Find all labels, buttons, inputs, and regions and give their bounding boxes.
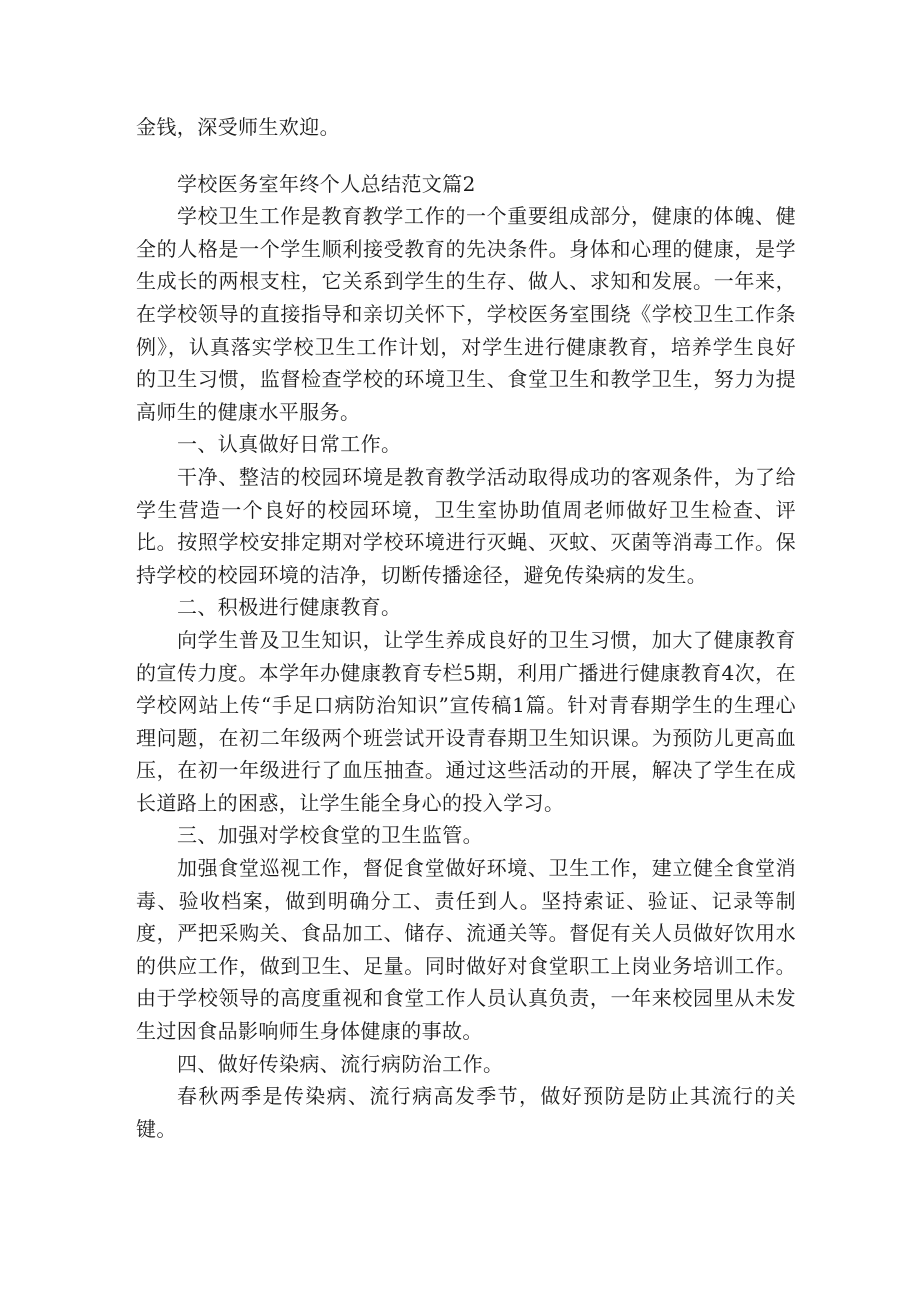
- section-heading-2: 二、积极进行健康教育。: [177, 595, 402, 620]
- article-title: 学校医务室年终个人总结范文篇2: [177, 171, 476, 196]
- paragraph-intro: 学校卫生工作是教育教学工作的一个重要组成部分，健康的体魄、健全的人格是一个学生顺利接受教育的先决条件。身体和心理的健康，是学生成长的两根支柱，它关系到学生的生存、做人、求知和发展。一年来，在学校领导的直接指导和亲切关怀下，学校医务室围绕《学校卫生工作条例》，认真落实学校卫生工作计划，对学生进行健康教育，培养学生良好的卫生习惯，监督检查学校的环境卫生、食堂卫生和教学卫生，努力为提高师生的健康水平服务。: [136, 204, 796, 424]
- section-heading-3: 三、加强对学校食堂的卫生监管。: [177, 823, 483, 848]
- paragraph-section-2: 向学生普及卫生知识，让学生养成良好的卫生习惯，加大了健康教育的宣传力度。本学年办健康教育专栏5期，利用广播进行健康教育4次，在学校网站上传“手足口病防治知识”宣传稿1篇。针对青春期学生的生理心理问题，在初二年级两个班尝试开设青春期卫生知识课。为预防儿更高血压，在初一年级进行了血压抽查。通过这些活动的开展，解决了学生在成长道路上的困惑，让学生能全身心的投入学习。: [136, 627, 796, 815]
- section-heading-1: 一、认真做好日常工作。: [177, 432, 402, 457]
- document-body: [136, 111, 796, 1145]
- section-heading-4: 四、做好传染病、流行病防治工作。: [177, 1051, 504, 1076]
- paragraph-section-3: 加强食堂巡视工作，督促食堂做好环境、卫生工作，建立健全食堂消毒、验收档案，做到明确分工、责任到人。坚持索证、验证、记录等制度，严把采购关、食品加工、储存、流通关等。督促有关人员做好饮用水的供应工作，做到卫生、足量。同时做好对食堂职工上岗业务培训工作。由于学校领导的高度重视和食堂工作人员认真负责，一年来校园里从未发生过因食品影响师生身体健康的事故。: [136, 856, 796, 1044]
- paragraph-section-1: 干净、整洁的校园环境是教育教学活动取得成功的客观条件，为了给学生营造一个良好的校园环境，卫生室协助值周老师做好卫生检查、评比。按照学校安排定期对学校环境进行灭蝇、灭蚊、灭菌等消毒工作。保持学校的校园环境的洁净，切断传播途径，避免传染病的发生。: [136, 464, 796, 587]
- paragraph-section-4: 春秋两季是传染病、流行病高发季节，做好预防是防止其流行的关键。: [136, 1084, 796, 1141]
- paragraph-continuation: 金钱，深受师生欢迎。: [136, 115, 340, 139]
